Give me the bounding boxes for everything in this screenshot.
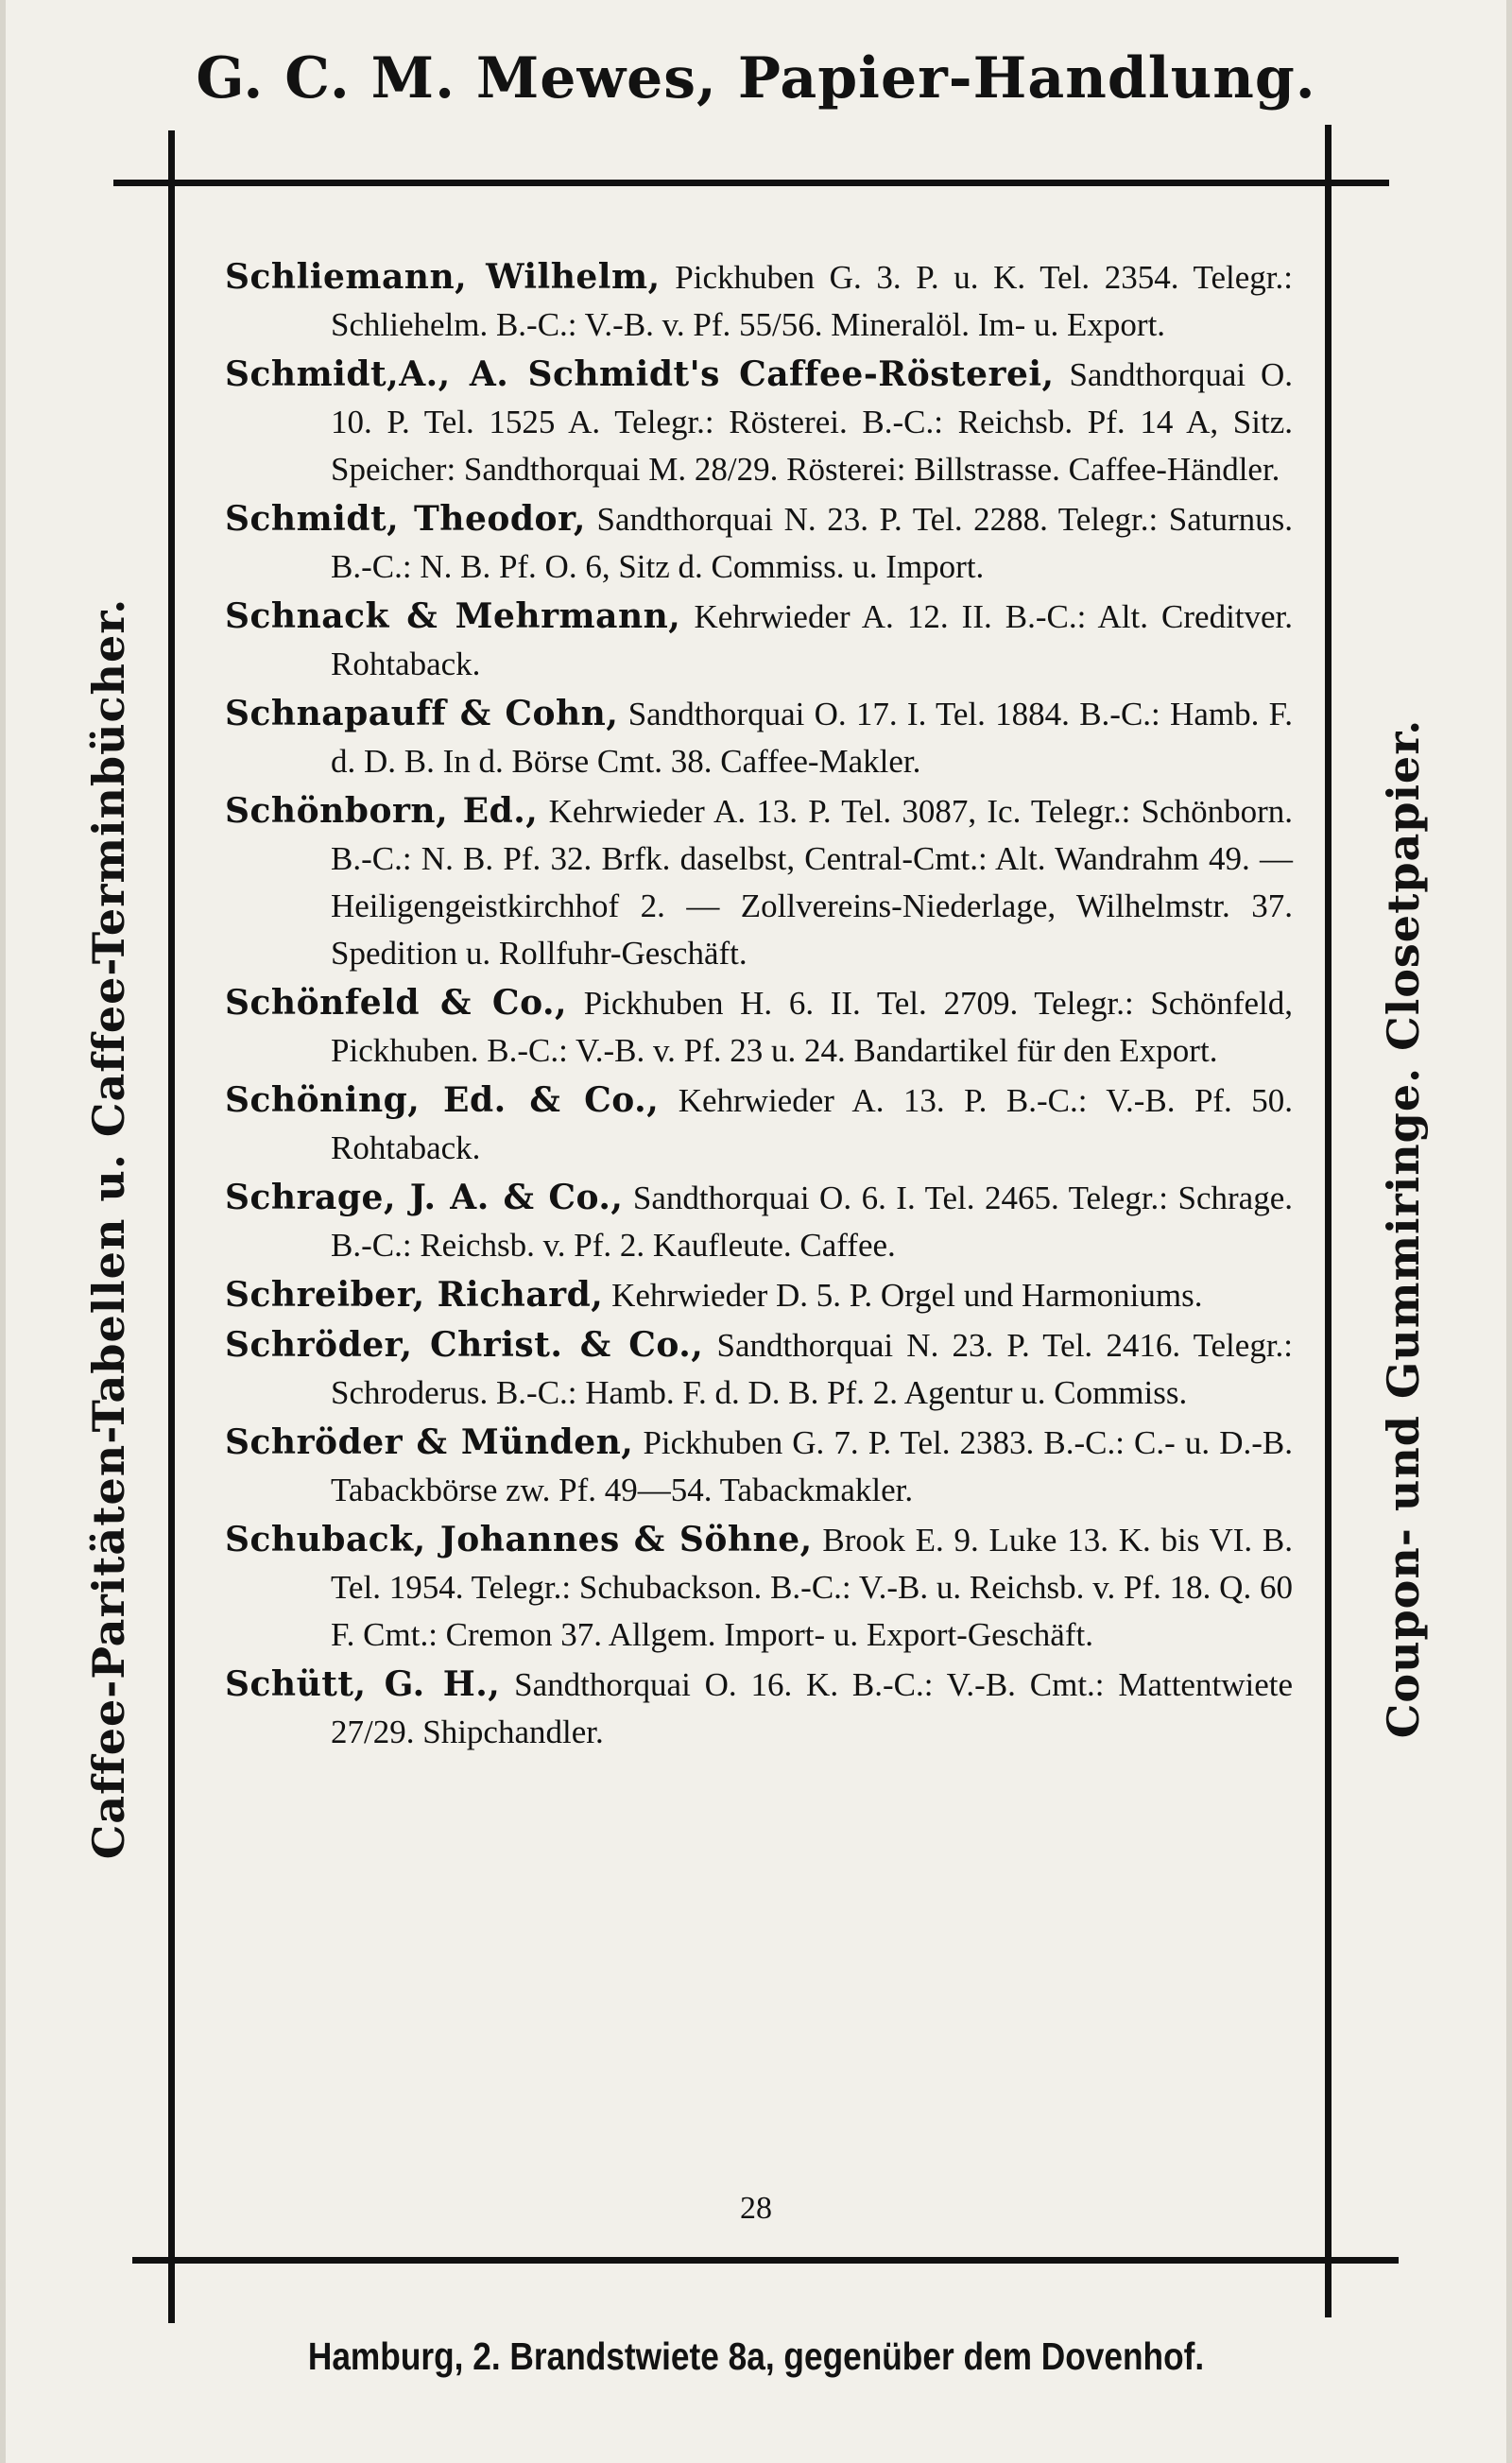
entry-details: Sandthorquai O. 10. P. Tel. 1525 A. Telegr.: Rösterei. B.-C.: Reichsb. Pf. 14 A, Sitz. Speicher: Sandthorquai M. 28/29. Rösterei: Billstrasse. Caffee-Händler.	[331, 356, 1294, 488]
entry-name: Schmidt,A., A. Schmidt's Caffee-Rösterei,	[225, 354, 1055, 394]
entry-name: Schönfeld & Co.,	[225, 983, 568, 1023]
entry-name: Schmidt, Theodor,	[225, 499, 586, 539]
directory-listing	[225, 253, 1293, 1758]
directory-entry	[225, 593, 1293, 688]
entry-details: Kehrwieder A. 13. P. B.-C.: V.-B. Pf. 50. Rohtaback.	[331, 1082, 1294, 1166]
entry-details: Sandthorquai O. 16. K. B.-C.: V.-B. Cmt.: Mattentwiete 27/29. Shipchandler.	[331, 1666, 1293, 1750]
entry-details: Kehrwieder D. 5. P. Orgel und Harmoniums.	[611, 1277, 1203, 1314]
side-advert-right: Coupon- und Gummiringe. Closetpapier.	[1378, 718, 1429, 1739]
directory-entry	[225, 253, 1293, 349]
entry-name: Schnack & Mehrmann,	[225, 596, 681, 636]
directory-entry	[225, 690, 1293, 785]
right-frame-rule	[1325, 125, 1332, 2317]
entry-name: Schuback, Johannes & Söhne,	[225, 1520, 813, 1559]
entry-details: Pickhuben G. 3. P. u. K. Tel. 2354. Telegr.: Schliehelm. B.-C.: V.-B. v. Pf. 55/56. Mineralöl. Im- u. Export.	[331, 259, 1293, 343]
entry-details: Sandthorquai O. 6. I. Tel. 2465. Telegr.: Schrage. B.-C.: Reichsb. v. Pf. 2. Kaufleute. Caffee.	[331, 1180, 1293, 1264]
directory-entry	[225, 351, 1293, 493]
entry-name: Schütt, G. H.,	[225, 1664, 501, 1704]
footer-address: Hamburg, 2. Brandstwiete 8a, gegenüber dem Dovenhof.	[307, 2334, 1205, 2378]
entry-details: Pickhuben G. 7. P. Tel. 2383. B.-C.: C.- u. D.-B. Tabackbörse zw. Pf. 49—54. Tabackmakler.	[331, 1424, 1293, 1508]
entry-name: Schönborn, Ed.,	[225, 791, 539, 831]
entry-name: Schreiber, Richard,	[225, 1275, 604, 1315]
entry-details: Brook E. 9. Luke 13. K. bis VI. B. Tel. 1954. Telegr.: Schubackson. B.-C.: V.-B. u. Reichsb. v. Pf. 18. Q. 60 F. Cmt.: Cremon 37. Allgem. Import- u. Export-Geschäft.	[331, 1522, 1294, 1653]
entry-name: Schröder, Christ. & Co.,	[225, 1325, 704, 1365]
entry-details: Sandthorquai N. 23. P. Tel. 2288. Telegr.: Saturnus. B.-C.: N. B. Pf. O. 6, Sitz d. Commiss. u. Import.	[331, 501, 1294, 585]
directory-entry	[225, 495, 1293, 591]
directory-entry	[225, 1271, 1293, 1319]
side-advert-left: Caffee-Paritäten-Tabellen u. Caffee-Terminbücher.	[83, 597, 134, 1860]
directory-entry	[225, 1174, 1293, 1269]
entry-name: Schöning, Ed. & Co.,	[225, 1080, 660, 1120]
directory-entry	[225, 1419, 1293, 1514]
directory-entry	[225, 1321, 1293, 1417]
left-frame-rule	[168, 130, 175, 2323]
entry-name: Schliemann, Wilhelm,	[225, 257, 661, 297]
entry-details: Sandthorquai N. 23. P. Tel. 2416. Telegr.: Schroderus. B.-C.: Hamb. F. d. D. B. Pf. 2. Agentur u. Commiss.	[331, 1327, 1294, 1411]
entry-name: Schrage, J. A. & Co.,	[225, 1178, 624, 1217]
directory-entry	[225, 979, 1293, 1075]
entry-name: Schnapauff & Cohn,	[225, 694, 619, 733]
page-header-title: G. C. M. Mewes, Papier-Handlung.	[196, 45, 1316, 112]
entry-details: Kehrwieder A. 13. P. Tel. 3087, Ic. Telegr.: Schönborn. B.-C.: N. B. Pf. 32. Brfk. daselbst, Central-Cmt.: Alt. Wandrahm 49. — Heiligengeistkirchhof 2. — Zollvereins-Niederlage, Wilhelmstr. 37. Spedition u. Rollfuhr-Geschäft.	[331, 793, 1293, 972]
bottom-rule	[132, 2257, 1399, 2264]
entry-details: Sandthorquai O. 17. I. Tel. 1884. B.-C.: Hamb. F. d. D. B. In d. Börse Cmt. 38. Caffee-Makler.	[331, 696, 1294, 780]
directory-entry	[225, 1516, 1293, 1659]
entry-details: Pickhuben H. 6. II. Tel. 2709. Telegr.: Schönfeld, Pickhuben. B.-C.: V.-B. v. Pf. 23 u. 24. Bandartikel für den Export.	[331, 985, 1294, 1069]
directory-entry	[225, 1661, 1293, 1756]
directory-entry	[225, 787, 1293, 977]
entry-details: Kehrwieder A. 12. II. B.-C.: Alt. Creditver. Rohtaback.	[331, 598, 1294, 682]
directory-entry	[225, 1076, 1293, 1172]
top-rule	[113, 180, 1389, 186]
page-number: 28	[740, 2191, 772, 2226]
entry-name: Schröder & Münden,	[225, 1422, 634, 1462]
